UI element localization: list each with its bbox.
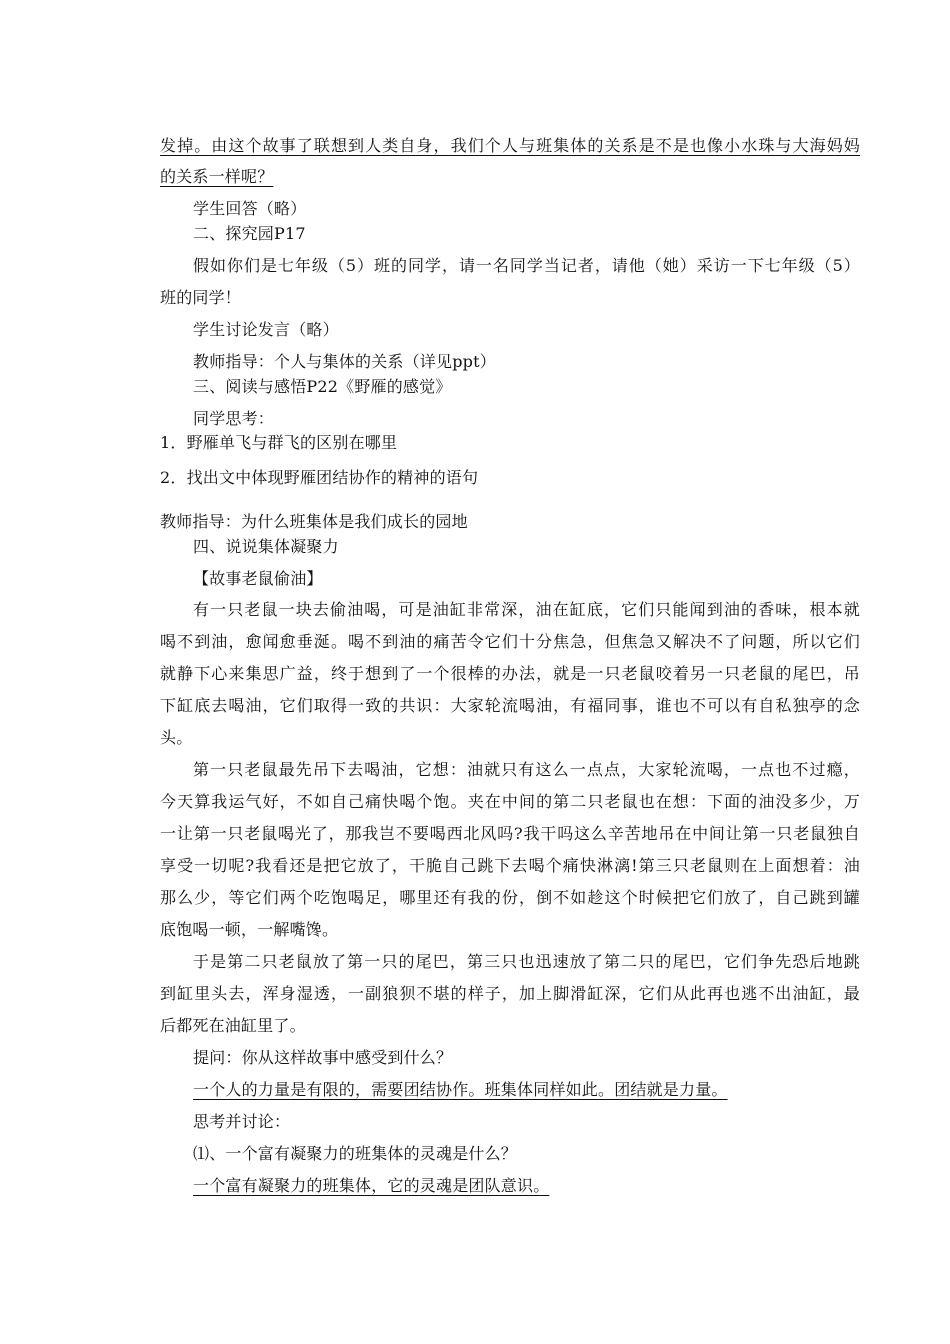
section3-heading: 三、阅读与感悟P22《野雁的感觉》 <box>193 377 452 396</box>
question-1: 1．野雁单飞与群飞的区别在哪里 <box>160 433 398 452</box>
story-p2-line-3: 一让第一只老鼠喝光了，那我岂不要喝西北风吗?我干吗这么辛苦地吊在中间让第一只老鼠独自 <box>160 824 860 843</box>
story-p2-line-5: 那么少，等它们两个吃饱喝足，哪里还有我的份，倒不如趁这个时候把它们放了，自己跳到罐 <box>160 888 860 907</box>
intro-line-1: 发掉。由这个故事了联想到人类自身，我们个人与班集体的关系是不是也像小水珠与大海妈妈 <box>160 136 860 155</box>
story-p1-line-5: 头。 <box>160 728 193 747</box>
story-p1-line-1: 有一只老鼠一块去偷油喝，可是油缸非常深，油在缸底，它们只能闻到油的香味，根本就 <box>193 600 860 619</box>
section2-prompt-line-2: 班的同学！ <box>160 288 242 307</box>
story-p2-line-6: 底饱喝一顿，一解嘴馋。 <box>160 920 339 939</box>
story-p3-line-2: 到缸里头去，浑身湿透，一副狼狈不堪的样子，加上脚滑缸深，它们从此再也逃不出油缸，最 <box>160 984 860 1003</box>
answer-2: 一个富有凝聚力的班集体，它的灵魂是团队意识。 <box>193 1176 550 1195</box>
section2-heading: 二、探究园P17 <box>193 224 306 243</box>
teacher-guide-2: 教师指导：为什么班集体是我们成长的园地 <box>160 512 468 531</box>
student-answer-1: 学生回答（略） <box>193 199 307 218</box>
question-ask: 提问：你从这样故事中感受到什么？ <box>193 1048 453 1067</box>
think-discuss: 思考并讨论： <box>193 1112 291 1131</box>
story-p2-line-2: 今天算我运气好，不如自己痛快喝个饱。夹在中间的第二只老鼠也在想：下面的油没多少，万 <box>160 792 860 811</box>
story-p3-line-1: 于是第二只老鼠放了第一只的尾巴，第三只也迅速放了第二只的尾巴，它们争先恐后地跳 <box>193 952 860 971</box>
question-2: 2．找出文中体现野雁团结协作的精神的语句 <box>160 468 479 487</box>
sub-question-1: ⑴、一个富有凝聚力的班集体的灵魂是什么？ <box>193 1144 518 1163</box>
story-p2-line-1: 第一只老鼠最先吊下去喝油，它想：油就只有这么一点点，大家轮流喝，一点也不过瘾， <box>193 760 860 779</box>
student-discussion: 学生讨论发言（略） <box>193 320 339 339</box>
student-think: 同学思考： <box>193 409 275 428</box>
section2-prompt-line-1: 假如你们是七年级（5）班的同学，请一名同学当记者，请他（她）采访一下七年级（5） <box>193 256 860 275</box>
story-p1-line-3: 就静下心来集思广益，终于想到了一个很棒的办法，就是一只老鼠咬着另一只老鼠的尾巴，吊 <box>160 664 860 683</box>
story-p2-line-4: 享受一切呢?我看还是把它放了，干脆自己跳下去喝个痛快淋漓!第三只老鼠则在上面想着：油 <box>160 856 860 875</box>
answer-1: 一个人的力量是有限的，需要团结协作。班集体同样如此。团结就是力量。 <box>193 1080 728 1099</box>
intro-line-2: 的关系一样呢？ <box>160 167 274 186</box>
section4-heading: 四、说说集体凝聚力 <box>193 537 339 556</box>
story-p1-line-2: 喝不到油，愈闻愈垂涎。喝不到油的痛苦令它们十分焦急，但焦急又解决不了问题，所以它们 <box>160 632 860 651</box>
story-p3-line-3: 后都死在油缸里了。 <box>160 1016 306 1035</box>
story-p1-line-4: 下缸底去喝油，它们取得一致的共识：大家轮流喝油，有福同事，谁也不可以有自私独亭的念 <box>160 696 860 715</box>
story-title: 【故事老鼠偷油】 <box>193 569 323 588</box>
teacher-guide-1: 教师指导：个人与集体的关系（详见ppt） <box>193 352 496 371</box>
